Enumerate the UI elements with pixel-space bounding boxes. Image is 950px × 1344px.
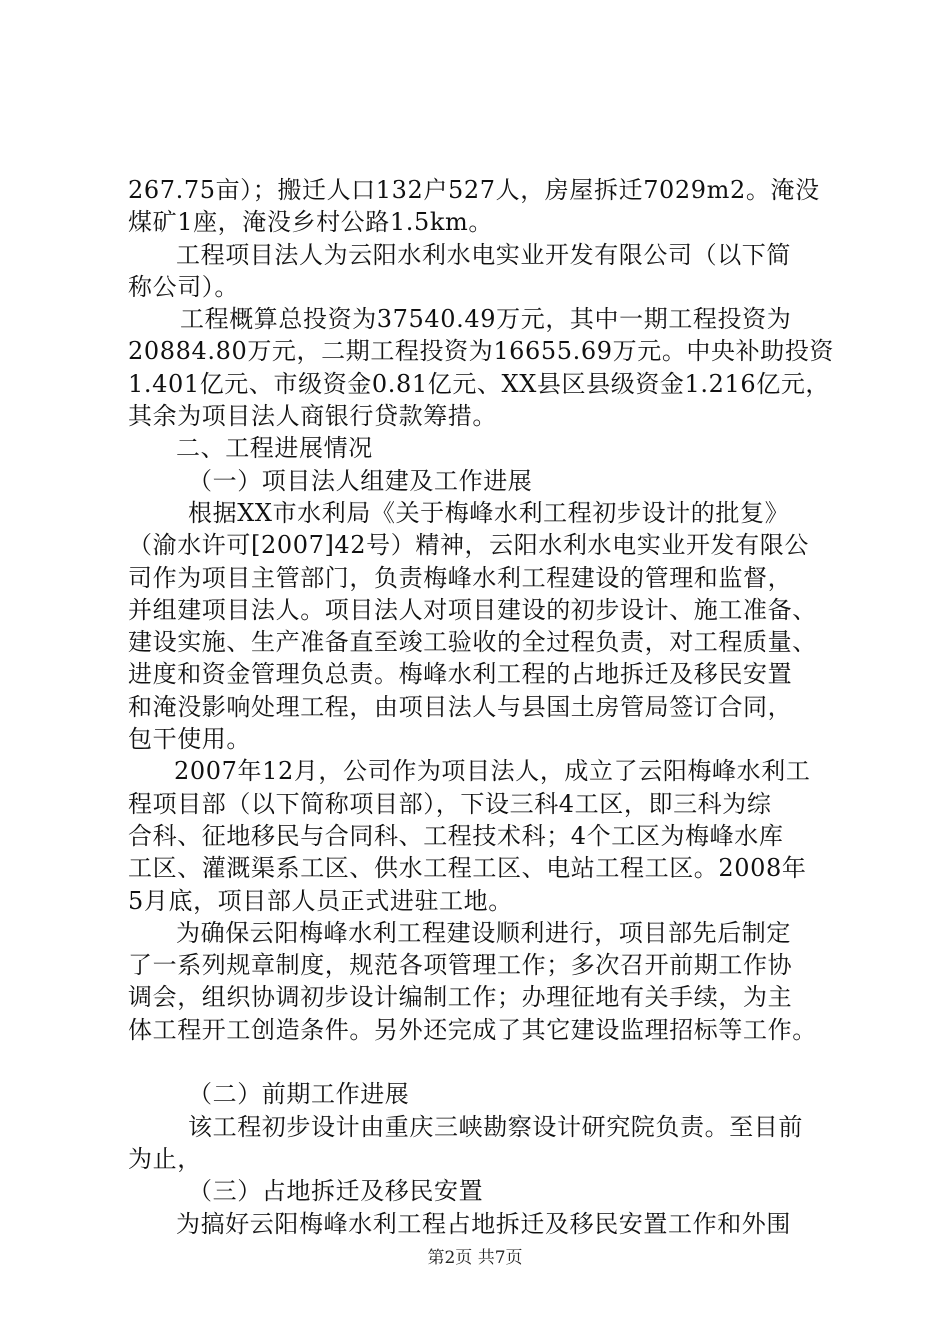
- paragraph-line: 20884.80万元，二期工程投资为16655.69万元。中央补助投资: [128, 337, 835, 366]
- paragraph-line: 该工程初步设计由重庆三峡勘察设计研究院负责。至目前: [188, 1112, 803, 1141]
- page-number-footer: 第2页 共7页: [427, 1248, 523, 1268]
- paragraph-line: 进度和资金管理负总责。梅峰水利工程的占地拆迁及移民安置: [128, 660, 793, 689]
- paragraph-line: 合科、征地移民与合同科、工程技术科；4个工区为梅峰水库: [128, 821, 784, 850]
- paragraph-line: 2007年12月，公司作为项目法人，成立了云阳梅峰水利工: [174, 757, 811, 786]
- paragraph-line: 建设实施、生产准备直至竣工验收的全过程负责，对工程质量、: [128, 628, 817, 657]
- paragraph-line: 调会，组织协调初步设计编制工作；办理征地有关手续，为主: [128, 983, 793, 1012]
- paragraph-line: 程项目部（以下简称项目部），下设三科4工区，即三科为综: [128, 789, 772, 818]
- subsection-heading: （一）项目法人组建及工作进展: [188, 466, 533, 495]
- paragraph-line: 5月底，项目部人员正式进驻工地。: [128, 886, 513, 915]
- paragraph-line: 和淹没影响处理工程，由项目法人与县国土房管局签订合同，: [128, 692, 793, 721]
- paragraph-line: 267.75亩）；搬迁人口132户527人，房屋拆迁7029m2。淹没: [128, 176, 820, 204]
- paragraph-line: 工区、灌溉渠系工区、供水工程工区、电站工程工区。2008年: [128, 854, 807, 883]
- paragraph-line: 为确保云阳梅峰水利工程建设顺利进行，项目部先后制定: [176, 918, 791, 947]
- paragraph-line: 为止，: [128, 1144, 202, 1173]
- subsection-heading: （二）前期工作进展: [188, 1080, 410, 1109]
- paragraph-line: 为搞好云阳梅峰水利工程占地拆迁及移民安置工作和外围: [176, 1209, 791, 1238]
- paragraph-line: 了一系列规章制度，规范各项管理工作；多次召开前期工作协: [128, 951, 793, 980]
- paragraph-line: 其余为项目法人商银行贷款筹措。: [128, 402, 497, 431]
- paragraph-line: 煤矿1座，淹没乡村公路1.5km。: [128, 208, 493, 237]
- document-body: [128, 174, 836, 1240]
- paragraph-line: 工程概算总投资为37540.49万元，其中一期工程投资为: [180, 305, 792, 334]
- section-heading: 二、工程进展情况: [176, 434, 373, 463]
- paragraph-line: 并组建项目法人。项目法人对项目建设的初步设计、施工准备、: [128, 595, 817, 624]
- paragraph-line: 体工程开工创造条件。另外还完成了其它建设监理招标等工作。: [128, 1015, 817, 1044]
- paragraph-line: 1.401亿元、市级资金0.81亿元、XX县区县级资金1.216亿元，: [128, 369, 831, 398]
- paragraph-line: （渝水许可[2007]42号）精神，云阳水利水电实业开发有限公: [128, 531, 809, 560]
- subsection-heading: （三）占地拆迁及移民安置: [188, 1177, 484, 1206]
- paragraph-line: 工程项目法人为云阳水利水电实业开发有限公司（以下简: [176, 240, 791, 269]
- paragraph-line: 称公司）。: [128, 272, 239, 301]
- paragraph-line: 包干使用。: [128, 725, 251, 754]
- paragraph-line: 司作为项目主管部门，负责梅峰水利工程建设的管理和监督，: [128, 563, 793, 592]
- paragraph-line: 根据XX市水利局《关于梅峰水利工程初步设计的批复》: [188, 498, 790, 527]
- blank-line: [128, 1046, 836, 1078]
